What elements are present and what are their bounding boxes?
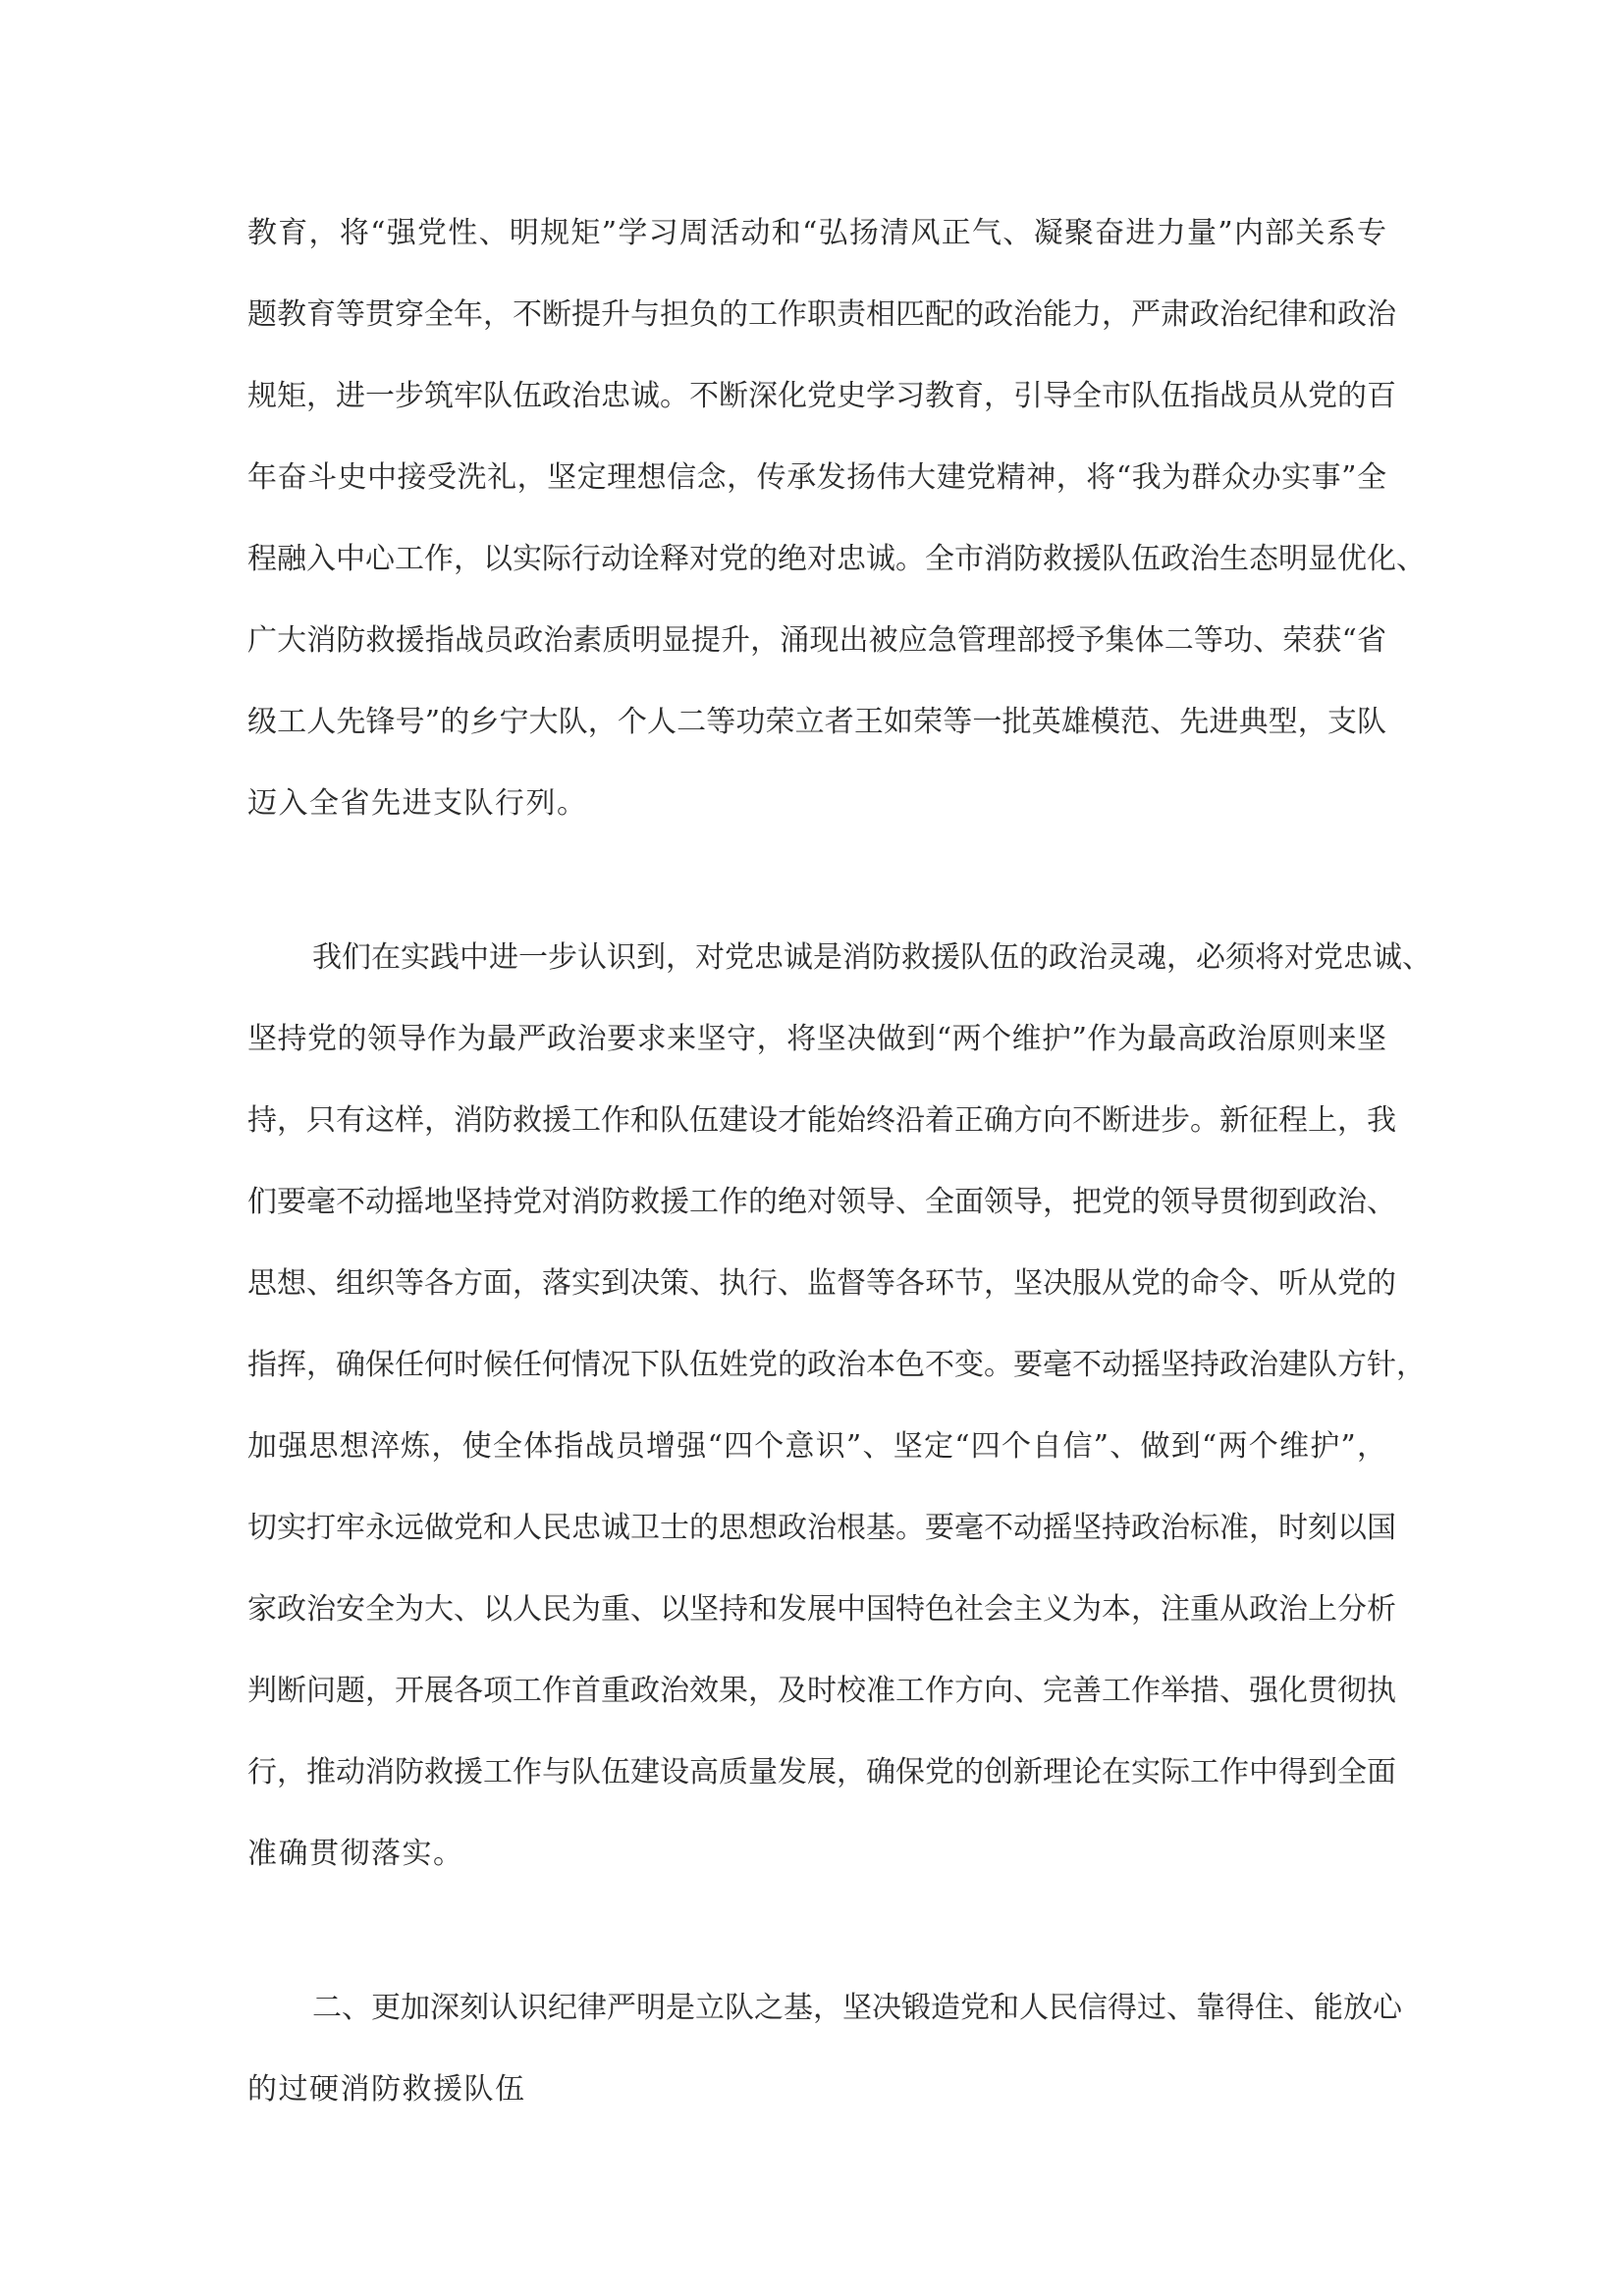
section-heading-line-1: 二、更加深刻认识纪律严明是立队之基，坚决锻造党和人民信得过、靠得住、能放心 xyxy=(312,1991,1402,2025)
paragraph-1-line-1: 教育，将“强党性、明规矩”学习周活动和“弘扬清风正气、凝聚奋进力量”内部关系专 xyxy=(247,216,1386,250)
paragraph-2-line-6: 指挥，确保任何时候任何情况下队伍姓党的政治本色不变。要毫不动摇坚持政治建队方针， xyxy=(247,1348,1426,1382)
paragraph-1-line-8: 迈入全省先进支队行列。 xyxy=(247,786,588,821)
paragraph-1-line-4: 年奋斗史中接受洗礼，坚定理想信念，传承发扬伟大建党精神，将“我为群众办实事”全 xyxy=(247,460,1386,495)
paragraph-2-line-2: 坚持党的领导作为最严政治要求来坚守，将坚决做到“两个维护”作为最高政治原则来坚 xyxy=(247,1022,1386,1056)
paragraph-2-line-12: 准确贯彻落实。 xyxy=(247,1837,464,1871)
paragraph-1-line-2: 题教育等贯穿全年，不断提升与担负的工作职责相匹配的政治能力，严肃政治纪律和政治 xyxy=(247,297,1396,332)
paragraph-2-line-9: 家政治安全为大、以人民为重、以坚持和发展中国特色社会主义为本，注重从政治上分析 xyxy=(247,1592,1396,1627)
paragraph-2-line-5: 思想、组织等各方面，落实到决策、执行、监督等各环节，坚决服从党的命令、听从党的 xyxy=(247,1266,1396,1301)
paragraph-1-line-5: 程融入中心工作，以实际行动诠释对党的绝对忠诚。全市消防救援队伍政治生态明显优化、 xyxy=(247,542,1426,576)
paragraph-2-line-1: 我们在实践中进一步认识到，对党忠诚是消防救援队伍的政治灵魂，必须将对党忠诚、 xyxy=(312,940,1432,975)
paragraph-1-line-7: 级工人先锋号”的乡宁大队，个人二等功荣立者王如荣等一批英雄模范、先进典型，支队 xyxy=(247,705,1386,739)
paragraph-2-line-3: 持，只有这样，消防救援工作和队伍建设才能始终沿着正确方向不断进步。新征程上，我 xyxy=(247,1103,1396,1138)
paragraph-2-line-4: 们要毫不动摇地坚持党对消防救援工作的绝对领导、全面领导，把党的领导贯彻到政治、 xyxy=(247,1185,1396,1219)
paragraph-2-line-11: 行，推动消防救援工作与队伍建设高质量发展，确保党的创新理论在实际工作中得到全面 xyxy=(247,1755,1396,1789)
paragraph-2-line-7: 加强思想淬炼，使全体指战员增强“四个意识”、坚定“四个自信”、做到“两个维护”， xyxy=(247,1429,1386,1464)
paragraph-1-line-6: 广大消防救援指战员政治素质明显提升，涌现出被应急管理部授予集体二等功、荣获“省 xyxy=(247,623,1386,658)
paragraph-1-line-3: 规矩，进一步筑牢队伍政治忠诚。不断深化党史学习教育，引导全市队伍指战员从党的百 xyxy=(247,379,1396,413)
paragraph-2-line-8: 切实打牢永远做党和人民忠诚卫士的思想政治根基。要毫不动摇坚持政治标准，时刻以国 xyxy=(247,1511,1396,1545)
paragraph-2-line-10: 判断问题，开展各项工作首重政治效果，及时校准工作方向、完善工作举措、强化贯彻执 xyxy=(247,1674,1396,1708)
section-heading-line-2: 的过硬消防救援队伍 xyxy=(247,2072,526,2107)
